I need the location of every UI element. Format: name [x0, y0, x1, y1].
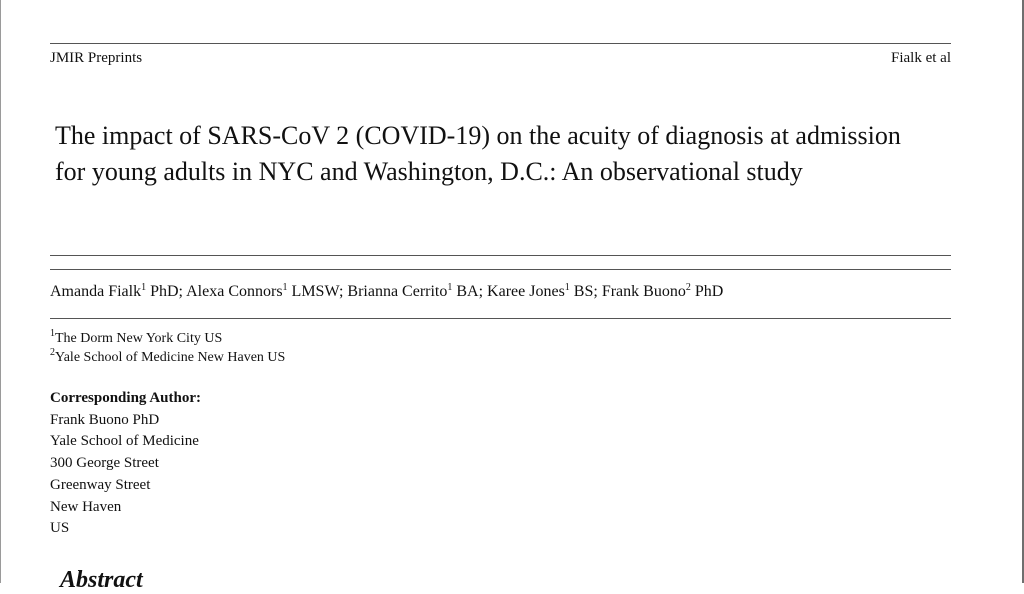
corresponding-line: Greenway Street [50, 476, 151, 493]
corresponding-author-heading: Corresponding Author: [50, 390, 201, 406]
paper-title: The impact of SARS-CoV 2 (COVID-19) on the acuity of diagnosis at admission for young adults in NYC and Washington, D.C.: An observational study [55, 121, 901, 186]
author: Alexa Connors$^1$ LMSW; [186, 282, 348, 300]
authors-rule [50, 318, 951, 319]
abstract-heading: Abstract [60, 567, 143, 593]
journal-name: JMIR Preprints [50, 50, 143, 66]
author: Karee Jones$^1$ BS; [487, 282, 602, 300]
author-list [50, 283, 723, 301]
running-author: Fialk et al [891, 50, 951, 66]
author: Brianna Cerrito$^1$ BA; [347, 282, 488, 300]
corresponding-line: US [50, 520, 70, 537]
corresponding-line: Yale School of Medicine [50, 433, 199, 450]
affiliation: $^1$The Dorm New York City US [50, 328, 223, 346]
corresponding-line: Frank Buono PhD [50, 411, 160, 428]
corresponding-author-block [50, 388, 201, 540]
title-rule-bottom [50, 269, 951, 270]
corresponding-line: 300 George Street [50, 455, 159, 472]
affiliation-list [50, 329, 285, 367]
page-edge-left [0, 0, 1, 583]
corresponding-line: New Haven [50, 498, 122, 515]
affiliation: $^2$Yale School of Medicine New Haven US [50, 347, 286, 365]
author: Frank Buono$^2$ PhD [601, 282, 724, 300]
title-rule-top [50, 255, 951, 256]
header-rule [50, 43, 951, 44]
author: Amanda Fialk$^1$ PhD; [50, 282, 187, 300]
